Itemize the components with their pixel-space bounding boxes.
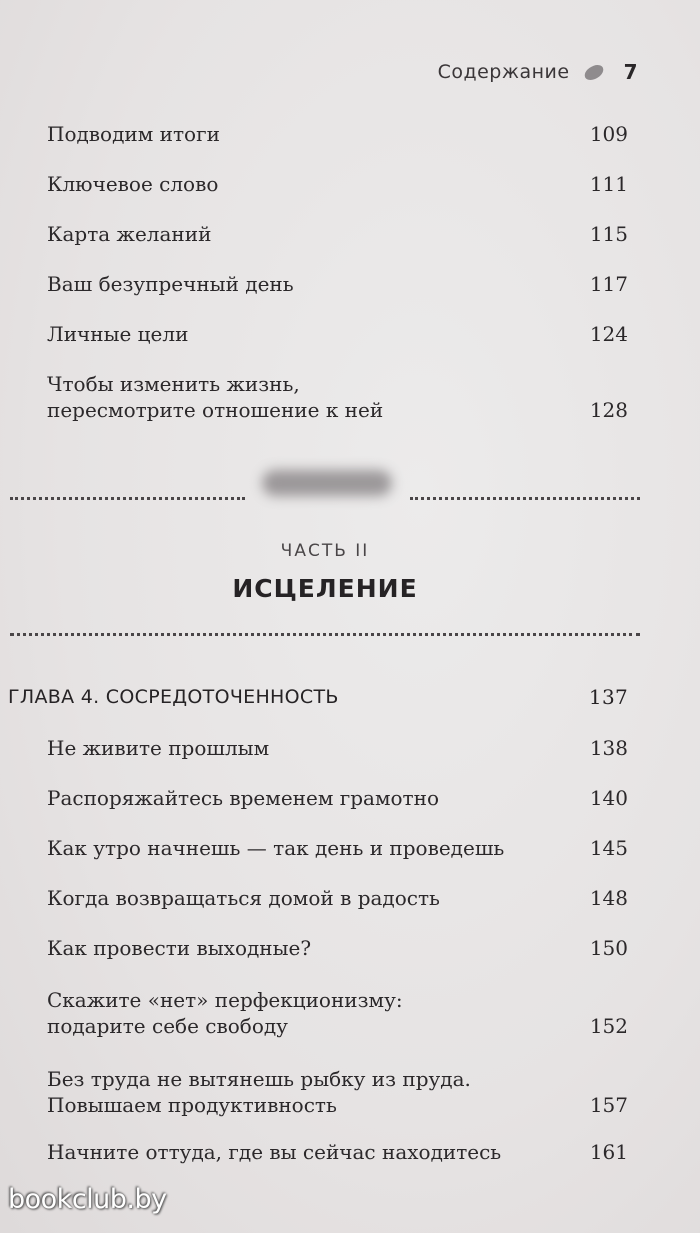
toc-entry-title: Ключевое слово <box>47 172 219 196</box>
toc-entry-page: 157 <box>589 1093 628 1117</box>
toc-entry <box>47 271 628 297</box>
toc-entry <box>47 371 628 423</box>
dotted-divider <box>10 497 245 500</box>
running-header <box>438 60 638 84</box>
page-number: 7 <box>623 60 638 84</box>
leaf-ornament-icon <box>582 62 605 81</box>
toc-entry <box>47 221 628 247</box>
toc-entry <box>47 1066 628 1118</box>
toc-entry-page: 111 <box>589 172 628 196</box>
toc-entry <box>47 321 628 347</box>
toc-entry <box>47 171 628 197</box>
toc-entry-title: Как утро начнешь — так день и проведешь <box>47 836 505 860</box>
toc-entry-page: 152 <box>589 1014 628 1038</box>
section-title: Содержание <box>437 61 570 83</box>
toc-entry-page: 138 <box>589 736 628 760</box>
toc-entry-title: Скажите «нет» перфекционизму: подарите себе свободу <box>47 988 403 1038</box>
toc-entry-title: Как провести выходные? <box>47 936 312 960</box>
toc-entry-page: 150 <box>589 936 628 960</box>
ink-smudge <box>262 470 392 496</box>
toc-entry-page: 148 <box>589 886 628 910</box>
toc-entry-page: 124 <box>589 322 628 346</box>
toc-entry-title: Карта желаний <box>47 222 212 246</box>
toc-entry-title: Ваш безупречный день <box>47 272 294 296</box>
toc-entry-page: 115 <box>589 222 628 246</box>
toc-entry-title: Без труда не вытянешь рыбку из пруда. Повышаем продуктивность <box>47 1067 471 1117</box>
toc-entry-title: Когда возвращаться домой в радость <box>47 886 440 910</box>
toc-entry <box>47 835 628 861</box>
toc-entry <box>47 735 628 761</box>
chapter-heading <box>8 684 628 710</box>
toc-entry-page: 117 <box>589 272 628 296</box>
toc-entry-title: Личные цели <box>47 322 189 346</box>
toc-entry <box>47 987 628 1039</box>
toc-entry <box>47 1139 628 1165</box>
site-watermark: bookclub.by <box>8 1184 167 1215</box>
toc-entry <box>47 121 628 147</box>
toc-entry <box>47 935 628 961</box>
toc-entry-page: 140 <box>589 786 628 810</box>
part-title: ИСЦЕЛЕНИЕ <box>232 574 418 603</box>
toc-entry-page: 161 <box>589 1140 628 1164</box>
toc-entry-title: Распоряжайтесь временем грамотно <box>47 786 439 810</box>
toc-entry-title: Начните оттуда, где вы сейчас находитесь <box>47 1140 502 1164</box>
toc-entry-page: 109 <box>589 122 628 146</box>
dotted-divider <box>10 633 640 636</box>
chapter-page: 137 <box>588 685 628 709</box>
part-label: ЧАСТЬ II <box>280 541 370 561</box>
toc-entry <box>47 785 628 811</box>
toc-entry-title: Чтобы изменить жизнь, пересмотрите отношение к ней <box>47 372 384 422</box>
toc-entry-title: Подводим итоги <box>47 122 220 146</box>
toc-entry-page: 128 <box>589 398 628 422</box>
toc-entry-page: 145 <box>589 836 628 860</box>
toc-entry <box>47 885 628 911</box>
chapter-title: ГЛАВА 4. СОСРЕДОТОЧЕННОСТЬ <box>8 686 339 708</box>
toc-entry-title: Не живите прошлым <box>47 736 270 760</box>
dotted-divider <box>410 497 640 500</box>
